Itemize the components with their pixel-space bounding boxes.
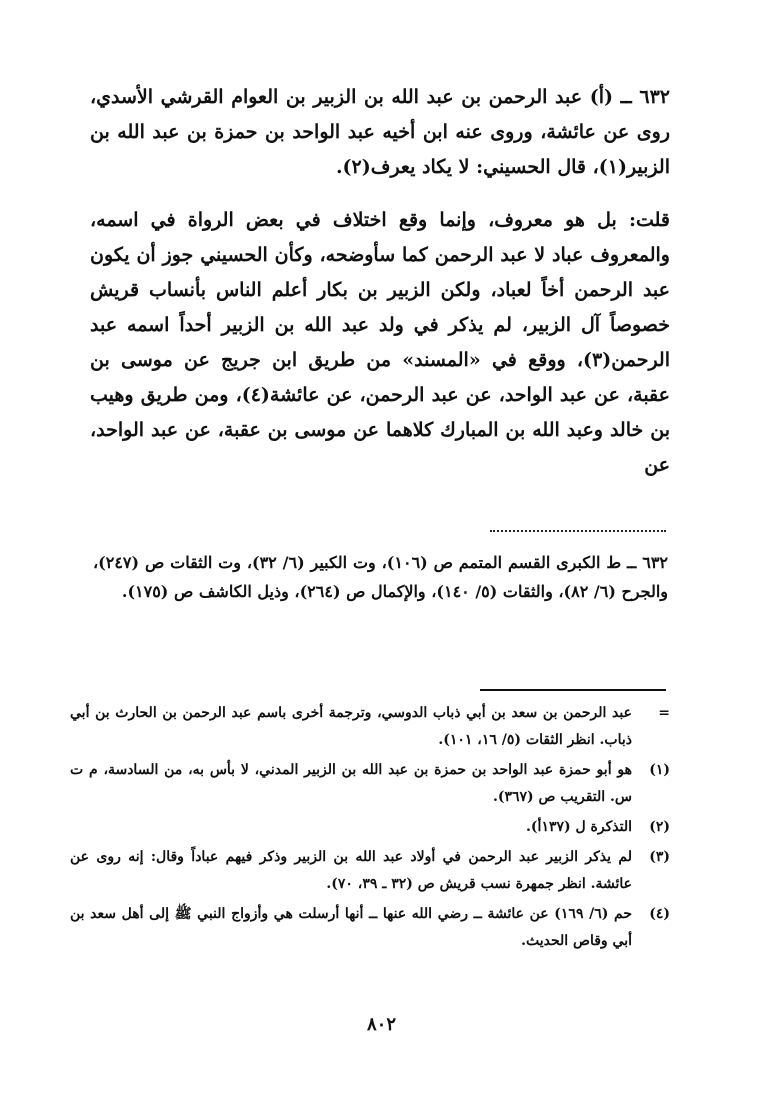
footnote-text: التذكرة ل (١٣٧أ). — [526, 819, 632, 835]
footnote-text: هو أبو حمزة عبد الواحد بن حمزة بن عبد الله بن الزبير المدني، لا بأس به، من السادسة، م ت س. التقريب ص (٣٦٧). — [70, 762, 632, 805]
source-references: ٦٣٢ ــ ط الكبرى القسم المتمم ص (١٠٦)، وت الكبير (٦/ ٣٢)، وت الثقات ص (٢٤٧)، والجرح (٦/ ٨٢)، والثقات (٥/ ١٤٠)، والإكمال ص (٢٦٤)، وذيل الكاشف ص (١٧٥). — [93, 553, 668, 601]
footnote-2 — [70, 814, 670, 841]
footnote-rule — [480, 689, 666, 691]
footnote-number: (٣) — [649, 849, 670, 865]
footnote-4 — [70, 901, 670, 955]
footnotes — [70, 700, 670, 958]
footnote-text: لم يذكر الزبير عبد الرحمن في أولاد عبد الله بن الزبير وذكر فيهم عباداً وقال: إنه روى عن عائشة. انظر جمهرة نسب قريش ص (٣٢ ـ ٣٩، ٧٠). — [70, 849, 632, 892]
footnote-number: (٢) — [649, 819, 670, 835]
footnote-text: عبد الرحمن بن سعد بن أبي ذباب الدوسي، وترجمة أخرى باسم عبد الرحمن بن الحارث بن أبي ذباب. انظر الثقات (٥/ ١٦، ١٠١). — [70, 705, 632, 748]
commentary-paragraph: قلت: بل هو معروف، وإنما وقع اختلاف في بعض الرواة في اسمه، والمعروف عباد لا عبد الرحمن كما سأوضحه، وكأن الحسيني جوز أن يكون عبد الرحمن أخاً لعباد، ولكن الزبير بن بكار أعلم الناس بأنساب قريش خصوصاً آل الزبير، لم يذكر في ولد عبد الله بن الزبير أحداً اسمه عبد الرحمن(٣)، ووقع في «المسند» من طريق ابن جريج عن موسى بن عقبة، عن عبد الواحد، عن عبد الرحمن، عن عائشة(٤)، ومن طريق وهيب بن خالد وعبد الله بن المبارك كلاهما عن موسى بن عقبة، عن عبد الواحد، عن — [90, 209, 670, 476]
footnote-number: (١) — [649, 762, 670, 778]
footnote-3 — [70, 844, 670, 898]
footnote-number: (٤) — [649, 906, 670, 922]
page-number: ٨٠٢ — [366, 1014, 396, 1035]
footnote-continuation — [70, 700, 670, 754]
footnote-1 — [70, 757, 670, 811]
entry-paragraph: ٦٣٢ ــ (أ) عبد الرحمن بن عبد الله بن الزبير بن العوام القرشي الأسدي، روى عن عائشة، وروى عنه ابن أخيه عبد الواحد بن حمزة بن عبد الله بن الزبير(١)، قال الحسيني: لا يكاد يعرف(٢). — [90, 86, 670, 178]
footnote-number: = — [658, 705, 670, 721]
main-text — [90, 80, 670, 483]
dotted-separator — [490, 530, 666, 532]
footnote-text: حم (٦/ ١٦٩) عن عائشة ــ رضي الله عنها ــ أنها أرسلت هي وأزواج النبي ﷺ إلى أهل سعد بن أبي وقاص الحديث. — [70, 906, 632, 949]
